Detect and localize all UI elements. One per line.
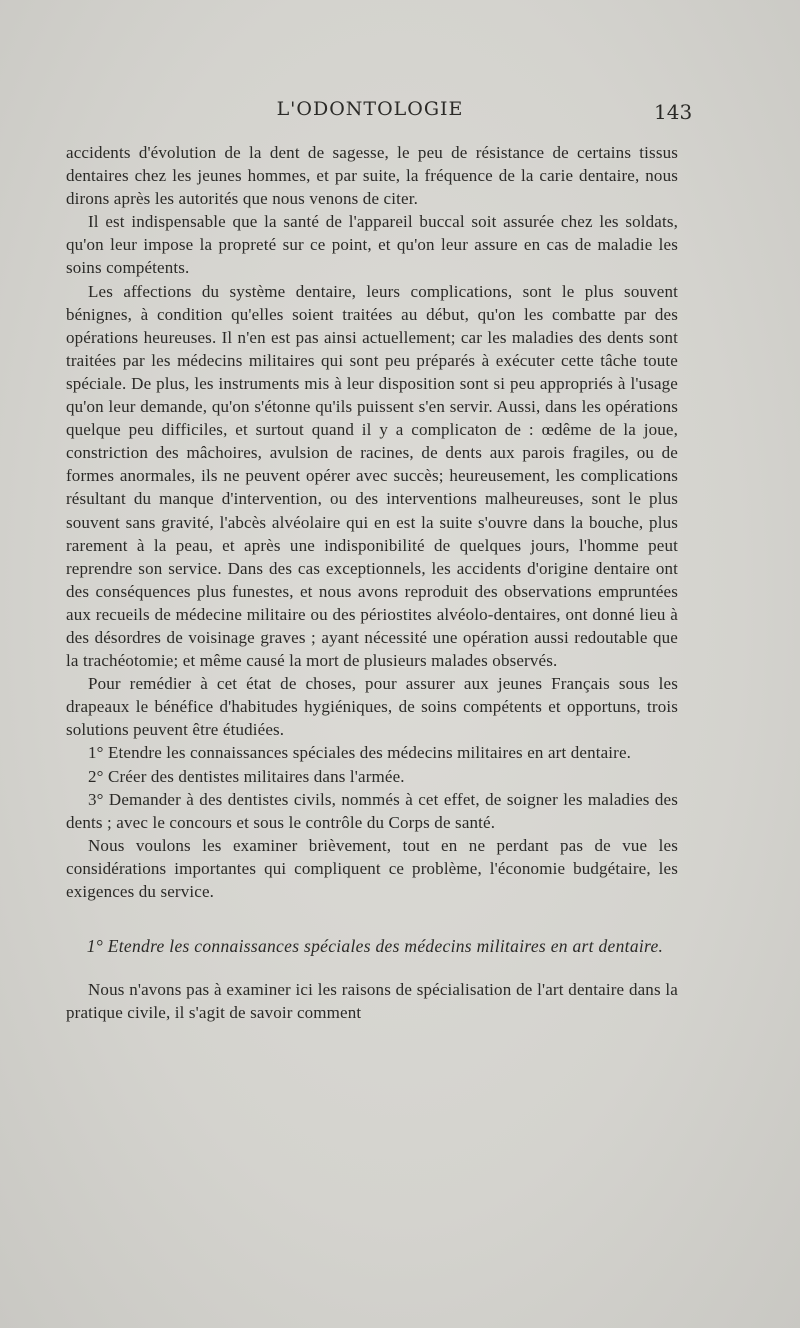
solution-item-3: 3° Demander à des dentistes civils, nommés à cet effet, de soigner les maladies des dents ; avec le concours et sous le contrôle du Corps de santé. (66, 789, 678, 832)
paragraph-specialisation: Nous n'avons pas à examiner ici les raisons de spécialisation de l'art dentaire dans la pratique civile, il s'agit de savoir comment (66, 980, 678, 1023)
running-title: L'ODONTOLOGIE (276, 98, 464, 120)
section-heading: 1° Etendre les connaissances spéciales des médecins militaires en art dentaire. (86, 936, 664, 957)
solution-item-1: 1° Etendre les connaissances spéciales des médecins militaires en art dentaire. (88, 743, 632, 763)
paragraph-continued: accidents d'évolution de la dent de sagesse, le peu de résistance de certains tissus dentaires chez les jeunes hommes, et par suite, la fréquence de la carie dentaire, nous dirons après les autorités que nous venons de citer. (66, 143, 678, 209)
paragraph-examine: Nous voulons les examiner brièvement, tout en ne perdant pas de vue les considérations importantes qui compliquent ce problème, l'économie budgétaire, les exigences du service. (66, 835, 678, 901)
body-text (66, 141, 678, 1024)
page-number: 143 (654, 100, 693, 124)
paragraph-oral-health: Il est indispensable que la santé de l'appareil buccal soit assurée chez les soldats, qu'on leur impose la propreté sur ce point, et qu'on leur assure en cas de maladie les soins compétents. (66, 212, 678, 278)
paragraph-remedy: Pour remédier à cet état de choses, pour assurer aux jeunes Français sous les drapeaux le bénéfice d'habitudes hygiéniques, de soins compétents et opportuns, trois solutions peuvent être étudiées. (66, 674, 678, 740)
solution-item-2: 2° Créer des dentistes militaires dans l'armée. (88, 766, 405, 786)
paragraph-dental-affections: Les affections du système dentaire, leurs complications, sont le plus souvent bénignes, à condition qu'elles soient traitées au début, qu'on les combatte par des opérations heureuses. Il n'en est pas ainsi actuellement; car les maladies des dents sont traitées par les médecins militaires qui sont peu préparés à exécuter cette tâche toute spéciale. De plus, les instruments mis à leur disposition sont si peu appropriés à l'usage qu'on leur demande, qu'on s'étonne qu'ils puissent s'en servir. Aussi, dans les opérations quelque peu difficiles, et surtout quand il y a complicaton de : œdême de la joue, constriction des mâchoires, avulsion de racines, de dents aux parois fragiles, ou de formes anormales, ils ne peuvent opérer avec succès; heureusement, les complications résultant du manque d'intervention, ou des interventions malheureuses, sont le plus souvent sans gravité, l'abcès alvéolaire qui en est la suite s'ouvre dans la bouche, plus rarement à la peau, et après une indisponibilité de quelques jours, l'homme peut reprendre son service. Dans des cas exceptionnels, les accidents d'origine dentaire ont des conséquences plus funestes, et nous avons reproduit des observations empruntées aux recueils de médecine militaire ou des périostites alvéolo-dentaires, ont donné lieu à des désordres de voisinage graves ; ayant nécessité une opération aussi redoutable que la trachéotomie; et même causé la mort de plusieurs malades observés. (66, 281, 678, 671)
running-head (0, 96, 800, 126)
